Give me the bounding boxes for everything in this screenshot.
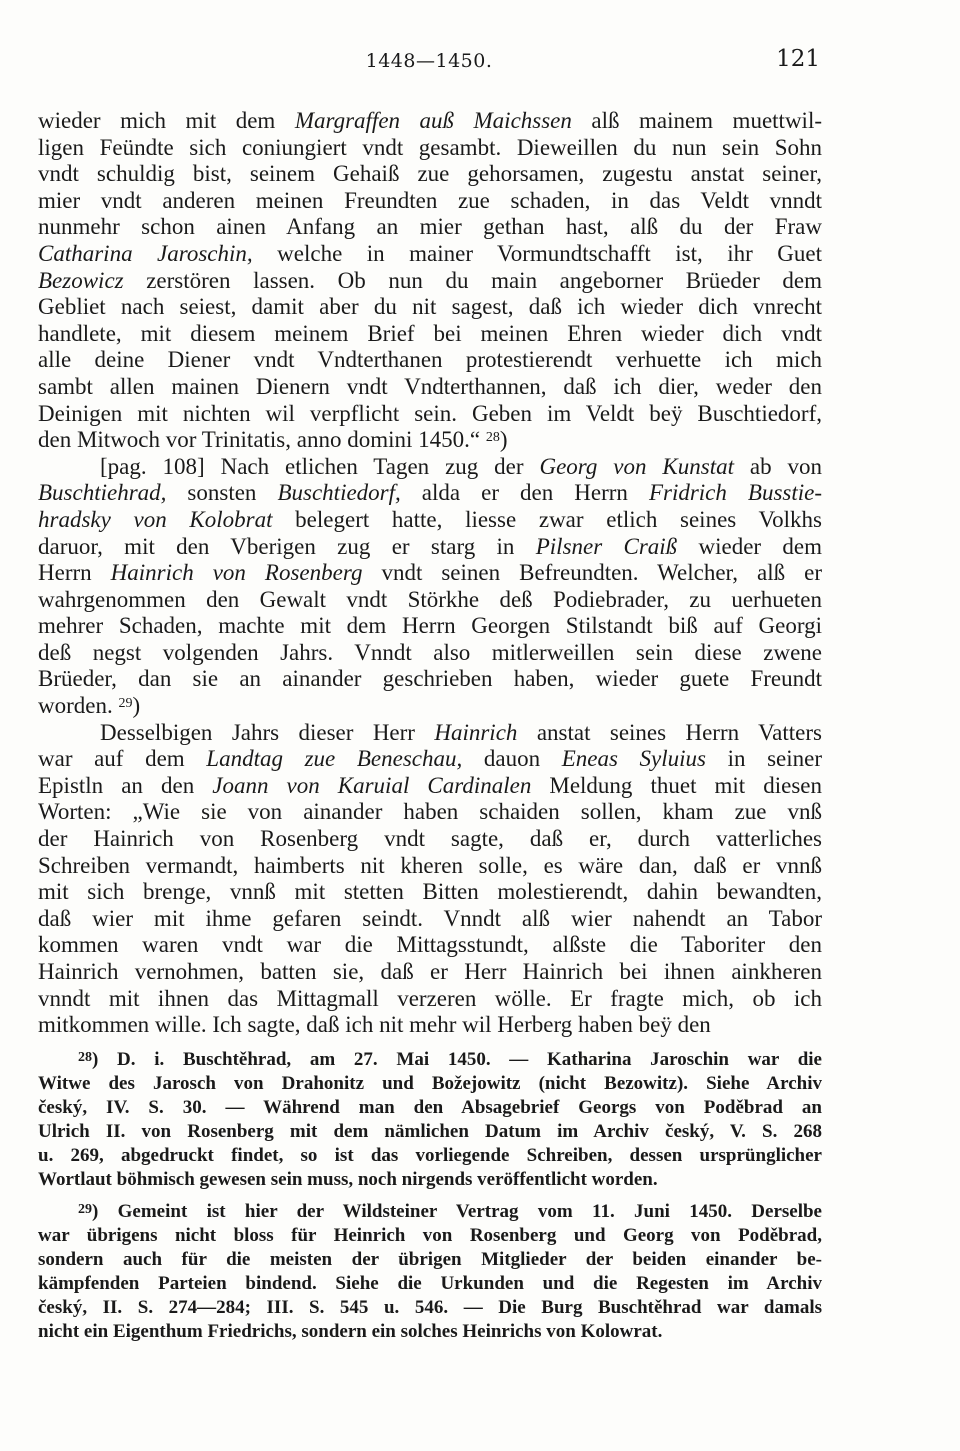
italic-name: Bezowicz: [38, 267, 124, 293]
text-run: anstat seines Herrn Vatters: [517, 719, 822, 745]
text-run: nicht ein Eigenthum Friedrichs, sondern ein solches Heinrichs von Kolowrat.: [38, 1321, 663, 1343]
text-run: der Hainrich von Rosenberg vndt sagte, daß er, durch vatterliches: [38, 826, 822, 852]
italic-name: Buschtiedorf,: [277, 480, 401, 506]
footnote-line: [38, 1096, 822, 1120]
text-line: [38, 720, 822, 747]
text-line: [38, 135, 822, 162]
footnote-line: [38, 1048, 822, 1072]
footnote-marker: 29: [118, 696, 133, 712]
footnotes: [38, 1048, 822, 1344]
text-run: český, IV. S. 30. — Während man den Absagebrief Georgs von Poděbrad an: [38, 1097, 822, 1119]
text-run: war übrigens nicht bloss für Heinrich von Rosenberg und Georg von Poděbrad,: [38, 1224, 822, 1246]
text-line: [38, 480, 822, 507]
text-run: ) Gemeint ist hier der Wildsteiner Vertrag vom 11. Juni 1450. Derselbe: [92, 1200, 822, 1222]
italic-name: Hainrich: [434, 719, 518, 745]
text-line: [38, 321, 822, 348]
text-run: Hainrich vernohmen, batten sie, daß er Herr Hainrich bei ihnen ainkheren: [38, 959, 822, 984]
text-run: Schreiben vermandt, haimberts nit kheren solle, es wäre dan, daß er vnnß: [38, 852, 822, 878]
text-run: vndt seinen Befreundten. Welcher, alß er: [362, 560, 822, 586]
text-run: handlete, mit diesem meinem Brief bei meinen Ehren wieder dich vndt: [38, 320, 822, 346]
text-run: war auf dem: [38, 746, 207, 772]
text-run: ligen Feündte sich coniungiert vndt gesambt. Dieweillen du nun sein Sohn: [38, 134, 822, 160]
text-run: alß mainem muettwil-: [571, 108, 822, 133]
footnote-marker: 29: [78, 1201, 92, 1217]
text-line: [38, 507, 822, 534]
text-run: sonsten: [166, 480, 278, 506]
text-run: kämpfenden Parteien bindend. Siehe die Urkunden und die Regesten im Archiv: [38, 1272, 822, 1294]
text-line: [38, 640, 822, 667]
text-line: [38, 1012, 822, 1039]
text-line: [38, 853, 822, 880]
text-run: kommen waren vndt war die Mittagsstundt, alßste die Taboriter den: [38, 932, 822, 958]
text-run: belegert hatte, liesse zwar etlich seines Volkhs: [272, 506, 822, 532]
text-run: alda er den Herrn: [400, 480, 649, 506]
text-line: [38, 879, 822, 906]
text-run: Worten: „Wie sie von ainander haben schaiden sollen, kham zue vnß: [38, 799, 822, 825]
text-run: dauon: [462, 746, 562, 772]
text-run: Gebliet nach seiest, damit aber du nit sagest, daß ich wieder dich vnrecht: [38, 294, 822, 320]
text-line: [38, 241, 822, 268]
italic-name: Pilsner Craiß: [535, 533, 678, 559]
text-run: Ulrich II. von Rosenberg mit dem nämlichen Datum im Archiv český, V. S. 268: [38, 1121, 822, 1143]
text-line: [38, 746, 822, 773]
footnote-line: [38, 1296, 822, 1320]
text-run: mit sich brenge, vnnß mit stetten Bitten molestierendt, dahin bewandten,: [38, 879, 822, 905]
text-run: Herrn: [38, 560, 111, 586]
text-line: [38, 294, 822, 321]
text-run: wahrgenommen den Gewalt vndt Störkhe deß Podiebrader, zu uerhueten: [38, 586, 822, 612]
text-run: Brüeder, dan sie an ainander geschrieben haben, wieder guete Freundt: [38, 666, 822, 692]
text-run: worden.: [38, 693, 119, 719]
text-run: Meldung thuet mit diesen: [531, 772, 823, 798]
text-run: Epistln an den: [38, 772, 213, 798]
text-line: [38, 401, 822, 428]
italic-name: hradsky von Kolobrat: [38, 506, 273, 532]
text-line: [38, 454, 822, 481]
text-run: den Mitwoch vor Trinitatis, anno domini 1450.“: [38, 427, 486, 453]
text-line: [38, 161, 822, 188]
text-line: [38, 534, 822, 561]
text-line: [38, 374, 822, 401]
text-run: zerstören lassen. Ob nun du main angeborner Brüeder dem: [123, 267, 822, 293]
text-run: vnndt mit ihnen das Mittagmall verzeren wölle. Er fragte mich, ob ich: [38, 985, 822, 1011]
text-run: [pag. 108] Nach etlichen Tagen zug der: [100, 453, 540, 479]
text-run: ): [499, 427, 508, 453]
text-line: [38, 666, 822, 693]
text-run: wieder dem: [677, 533, 823, 559]
italic-name: Joann von Karuial Cardinalen: [212, 772, 532, 798]
footnote-line: [38, 1120, 822, 1144]
running-head: [38, 46, 820, 76]
text-run: in seiner: [705, 746, 822, 772]
footnote-line: [38, 1200, 822, 1224]
text-line: [38, 587, 822, 614]
footnote-line: [38, 1248, 822, 1272]
italic-name: Georg von Kunstat: [539, 453, 734, 479]
text-line: [38, 932, 822, 959]
text-run: Deinigen mit nichten wil verpflicht sein. Geben im Veldt beÿ Buschtiedorf,: [38, 400, 822, 426]
text-run: mitkommen wille. Ich sagte, daß ich nit mehr wil Herberg haben beÿ den: [38, 1012, 711, 1038]
footnote-marker: 28: [485, 430, 500, 446]
text-line: [38, 799, 822, 826]
footnote-line: [38, 1224, 822, 1248]
text-line: [38, 906, 822, 933]
text-line: [38, 693, 822, 720]
page-number: 121: [776, 46, 820, 72]
footnote-line: [38, 1072, 822, 1096]
italic-name: Buschtiehrad,: [38, 480, 167, 506]
text-line: [38, 268, 822, 295]
text-run: wieder mich mit dem: [38, 108, 295, 133]
text-run: Witwe des Jarosch von Drahonitz und Božejowitz (nicht Bezowitz). Siehe Archiv: [38, 1073, 822, 1095]
text-run: ab von: [733, 453, 823, 479]
text-line: [38, 214, 822, 241]
paragraph-gap: [38, 1193, 822, 1200]
footnote-line: [38, 1168, 822, 1192]
text-line: [38, 773, 822, 800]
text-line: [38, 427, 822, 454]
year-range-heading: 1448—1450.: [365, 50, 493, 72]
text-line: [38, 826, 822, 853]
text-run: daß wier mit ihme gefaren seindt. Vnndt alß wier nahendt an Tabor: [38, 905, 822, 931]
text-line: [38, 108, 822, 135]
footnote-line: [38, 1272, 822, 1296]
text-run: sambt allen mainen Dienern vndt Vndterthannen, daß ich dier, weder den: [38, 373, 822, 399]
italic-name: Fridrich Busstie-: [648, 480, 823, 506]
text-run: Desselbigen Jahrs dieser Herr: [100, 719, 435, 745]
text-run: ) D. i. Buschtěhrad, am 27. Mai 1450. — Katharina Jaroschin war die: [92, 1049, 822, 1070]
italic-name: Landtag zue Beneschau,: [206, 746, 463, 772]
text-run: alle deine Diener vndt Vndterthanen protestierendt verhuette ich mich: [38, 347, 822, 373]
text-run: Wortlaut böhmisch gewesen sein muss, noch nirgends veröffentlicht worden.: [38, 1169, 658, 1191]
text-line: [38, 613, 822, 640]
text-run: u. 269, abgedruckt findet, so ist das vorliegende Schreiben, dessen ursprünglicher: [38, 1145, 822, 1167]
text-run: welche in mainer Vormundtschafft ist, ihr Guet: [252, 240, 822, 266]
footnote-line: [38, 1144, 822, 1168]
text-run: mehrer Schaden, machte mit dem Herrn Georgen Stilstandt biß auf Georgi: [38, 613, 822, 639]
text-line: [38, 560, 822, 587]
text-run: deß negst volgenden Jahrs. Vnndt also mitlerweillen sein diese zwene: [38, 639, 822, 665]
text-run: nunmehr schon ainen Anfang an mier gethan hast, alß du der Fraw: [38, 214, 822, 240]
text-line: [38, 188, 822, 215]
italic-name: Margraffen auß Maichssen: [294, 108, 572, 133]
footnote-line: [38, 1320, 822, 1344]
main-text: [38, 108, 822, 1039]
text-run: ): [132, 693, 141, 719]
italic-name: Hainrich von Rosenberg: [110, 560, 363, 586]
text-run: sondern auch für die meisten der übrigen Mitglieder der beiden einander be-: [38, 1248, 822, 1270]
text-run: český, II. S. 274—284; III. S. 545 u. 546. — Die Burg Buschtěhrad war damals: [38, 1296, 822, 1318]
text-run: vndt schuldig bist, seinem Gehaiß zue gehorsamen, zugestu anstat seiner,: [38, 161, 822, 187]
text-line: [38, 347, 822, 374]
italic-name: Eneas Syluius: [561, 746, 706, 772]
text-run: mier vndt anderen meinen Freundten zue schaden, in das Veldt vnndt: [38, 187, 822, 213]
footnote-marker: 28: [78, 1050, 92, 1065]
text-line: [38, 986, 822, 1013]
text-run: daruor, mit den Vberigen zug er starg in: [38, 533, 536, 559]
text-line: [38, 959, 822, 986]
italic-name: Catharina Jaroschin,: [38, 240, 253, 266]
